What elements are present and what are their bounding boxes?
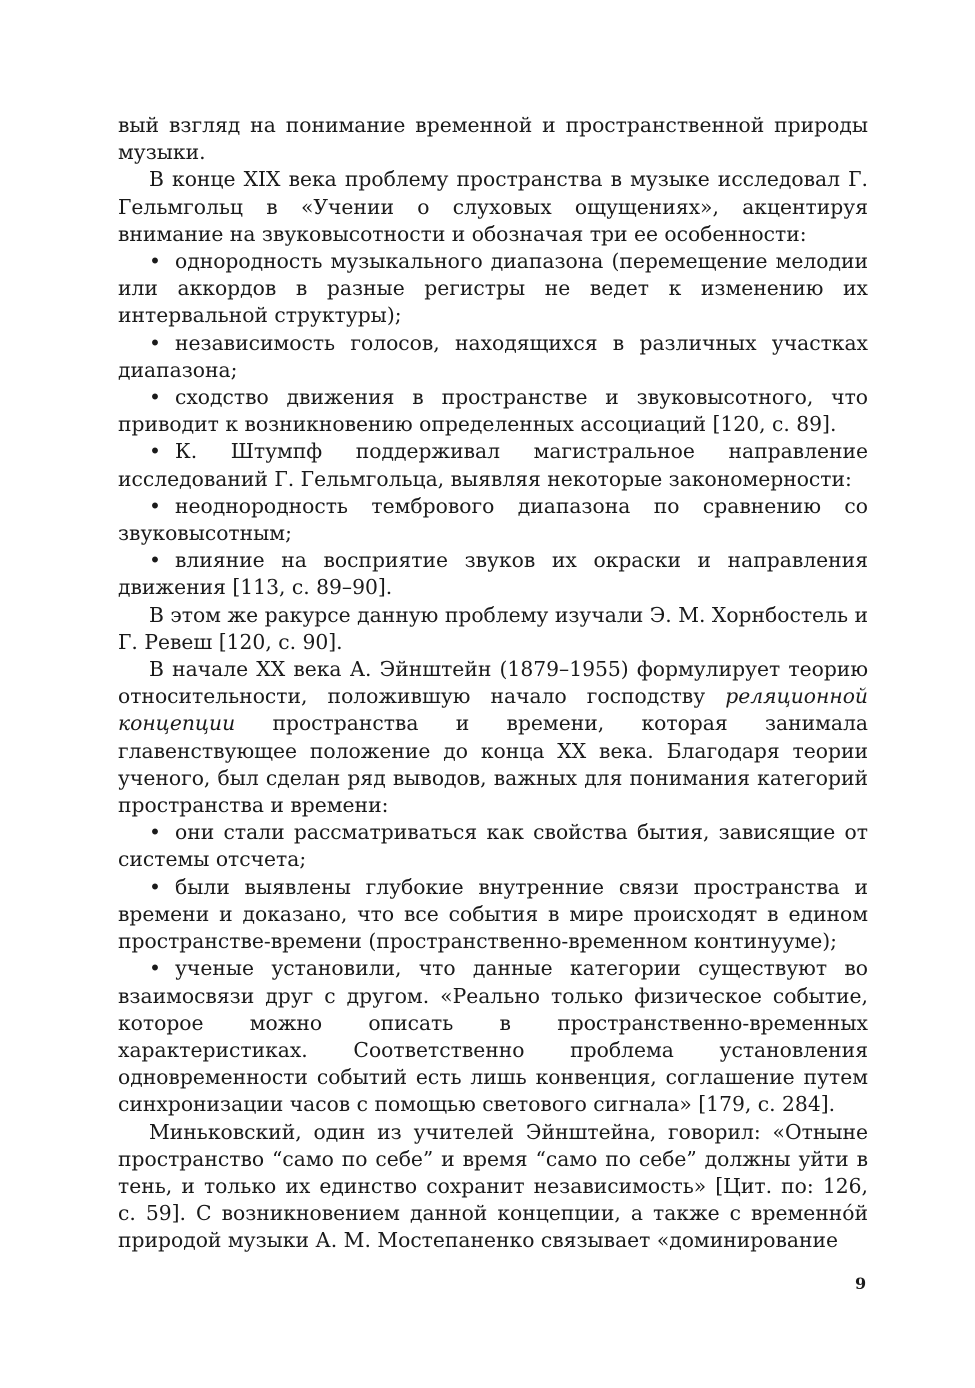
bullet-glyph: • [149, 385, 161, 410]
bullet-text: однородность музыкального диапазона (перемещение мелодии или аккордов в разные регистры не ведет к изменению их интервальной структуры); [118, 249, 868, 328]
bullet-item [118, 248, 868, 330]
page-body [118, 112, 868, 1255]
bullet-item [118, 955, 868, 1118]
bullet-text: они стали рассматриваться как свойства бытия, зависящие от системы отсчета; [118, 820, 868, 872]
page-number: 9 [855, 1274, 867, 1293]
bullet-glyph: • [149, 493, 161, 518]
bullet-glyph: • [149, 820, 161, 845]
bullet-glyph: • [149, 874, 161, 899]
bullet-text: влияние на восприятие звуков их окраски и направления движения [113, с. 89–90]. [118, 548, 868, 600]
bullet-text: сходство движения в пространстве и звуковысотного, что приводит к возникновению определенных ассоциаций [120, с. 89]. [118, 385, 868, 437]
paragraph-einstein [118, 656, 868, 819]
paragraph-hornbostel: В этом же ракурсе данную проблему изучали Э. М. Хорнбостель и Г. Ревеш [120, с. 90]. [118, 602, 868, 654]
paragraph-continuation: вый взгляд на понимание временной и пространственной природы музыки. [118, 113, 868, 165]
bullet-glyph: • [149, 956, 161, 981]
bullet-item [118, 438, 868, 492]
bullet-glyph: • [149, 249, 161, 274]
bullet-text: независимость голосов, находящихся в различных участках диапазона; [118, 330, 868, 382]
bullet-item [118, 330, 868, 384]
bullet-text: ученые установили, что данные категории существуют во взаимосвязи друг с другом. «Реально только физическое событие, которое можно описать в пространственно-временных характеристиках. Соответственно проблема установления одновременности событий есть лишь конвенция, соглашение путем синхронизации часов с помощью светового сигнала» [179, с. 284]. [118, 956, 868, 1117]
bullet-item [118, 874, 868, 956]
paragraph-text: В начале XX века А. Эйнштейн (1879–1955) формулирует теорию относительности, положившую начало господству [118, 657, 868, 709]
bullet-glyph: • [149, 548, 161, 573]
bullet-text: К. Штумпф поддерживал магистральное направление исследований Г. Гельмгольца, выявляя некоторые закономерности: [118, 439, 868, 491]
paragraph-helmholtz: В конце XIX века проблему пространства в музыке исследовал Г. Гельмгольц в «Учении о слуховых ощущениях», акцентируя внимание на звуковысотности и обозначая три ее особенности: [118, 167, 868, 246]
paragraph-minkowski: Миньковский, один из учителей Эйнштейна, говорил: «Отныне пространство “само по себе” и время “само по себе” должны уйти в тень, и только их единство сохранит независимость» [Цит. по: 126, с. 59]. С возникновением данной концепции, а также с временно́й природой музыки А. М. Мостепаненко связывает «доминирование [118, 1119, 868, 1253]
bullet-item [118, 384, 868, 438]
bullet-text: неоднородность тембрового диапазона по сравнению со звуковысотным; [118, 493, 868, 546]
bullet-item [118, 819, 868, 873]
bullet-item [118, 547, 868, 601]
bullet-glyph: • [149, 439, 161, 464]
paragraph-text: пространства и времени, которая занимала главенствующее положение до конца XX века. Благодаря теории ученого, был сделан ряд выводов, важных для понимания категорий пространства и времени: [118, 711, 868, 818]
bullet-glyph: • [149, 330, 161, 355]
bullet-item [118, 493, 868, 547]
bullet-text: были выявлены глубокие внутренние связи пространства и времени и доказано, что все события в мире происходят в едином пространстве-времени (пространственно-временном континууме); [118, 874, 868, 954]
emphasis-text: реляционной концепции [118, 684, 868, 736]
